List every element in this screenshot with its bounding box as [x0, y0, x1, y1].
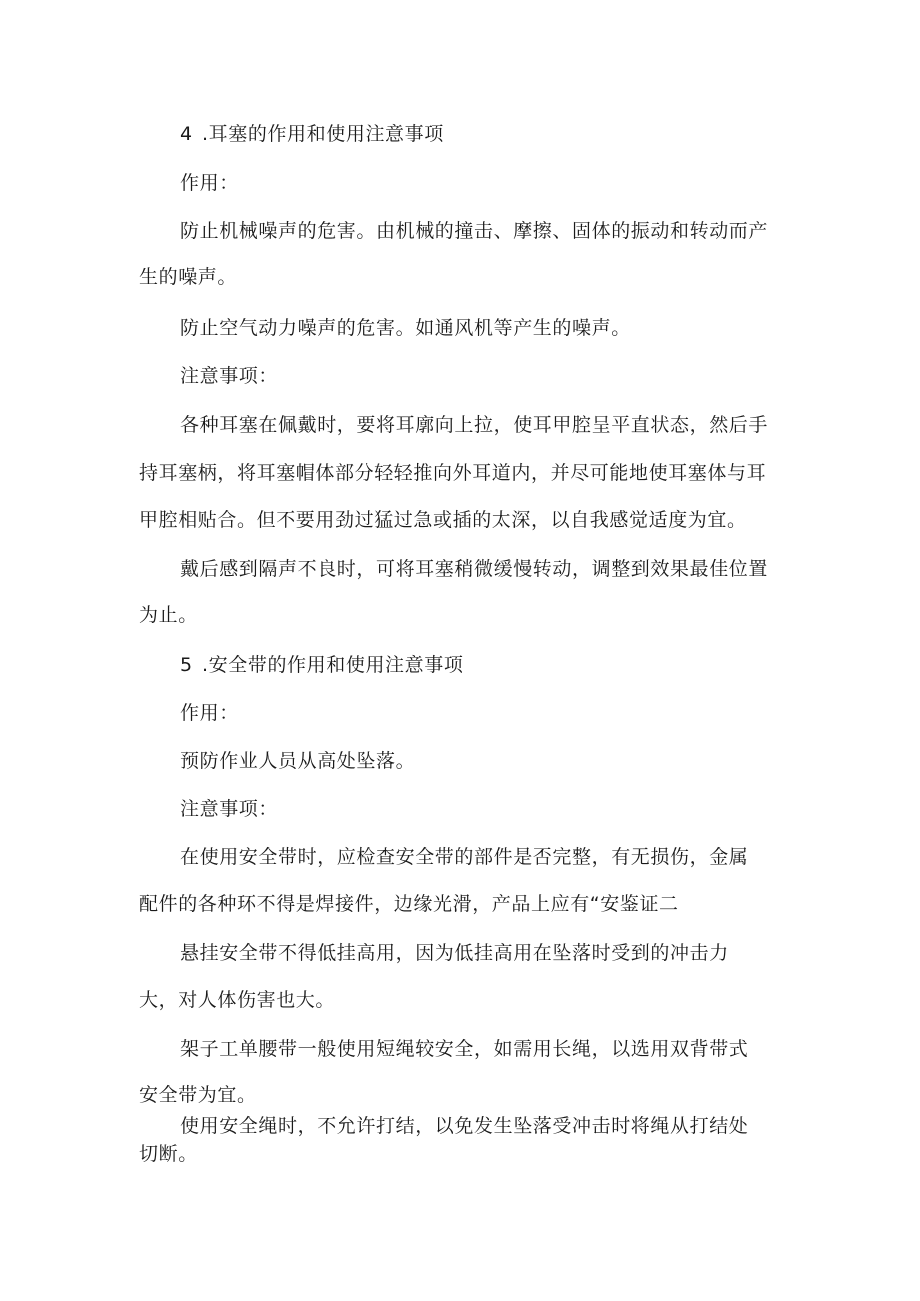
- section-4-title: .耳塞的作用和使用注意事项: [202, 123, 444, 145]
- section-4-heading: [180, 122, 444, 146]
- section-4-function-p2: 防止空气动力噪声的危害。如通风机等产生的噪声。: [180, 317, 631, 339]
- section-4-function-label: 作用：: [180, 172, 239, 194]
- section-4-notes-p1-line3: 甲腔相贴合。但不要用劲过猛过急或插的太深，以自我感觉适度为宜。: [139, 509, 747, 531]
- section-5-notes-p2-line2: 大，对人体伤害也大。: [139, 989, 336, 1011]
- section-4-notes-label: 注意事项：: [180, 365, 279, 387]
- section-4-notes-p2-line2: 为止。: [139, 604, 198, 626]
- section-4-notes-p1-line1: 各种耳塞在佩戴时，要将耳廓向上拉，使耳甲腔呈平直状态，然后手: [180, 414, 769, 436]
- section-5-notes-p2-line1: 悬挂安全带不得低挂高用，因为低挂高用在坠落时受到的冲击力: [180, 942, 729, 964]
- section-5-title: .安全带的作用和使用注意事项: [202, 654, 464, 676]
- section-4-number: 4: [180, 123, 193, 145]
- section-5-heading: [180, 653, 463, 677]
- section-5-notes-p1-line1: 在使用安全带时，应检查安全带的部件是否完整，有无损伤，金属: [180, 846, 749, 868]
- section-5-notes-p4-line2: 切断。: [139, 1143, 198, 1165]
- section-5-notes-p4-line1: 使用安全绳时，不允许打结，以免发生坠落受冲击时将绳从打结处: [180, 1115, 749, 1137]
- section-5-notes-p3-line1: 架子工单腰带一般使用短绳较安全，如需用长绳，以选用双背带式: [180, 1038, 749, 1060]
- section-4-notes-p2-line1: 戴后感到隔声不良时，可将耳塞稍微缓慢转动，调整到效果最佳位置: [180, 558, 769, 580]
- section-5-function-p1: 预防作业人员从高处坠落。: [180, 750, 416, 772]
- section-5-notes-label: 注意事项：: [180, 798, 279, 820]
- section-4-notes-p1-line2: 持耳塞柄，将耳塞帽体部分轻轻推向外耳道内，并尽可能地使耳塞体与耳: [139, 462, 767, 484]
- section-4-function-p1-line1: 防止机械噪声的危害。由机械的撞击、摩擦、固体的振动和转动而产: [180, 220, 769, 242]
- section-5-notes-p3-line2: 安全带为宜。: [139, 1084, 257, 1106]
- section-4-function-p1-line2: 生的噪声。: [139, 266, 238, 288]
- section-5-notes-p1-line2: 配件的各种环不得是焊接件，边缘光滑，产品上应有“安鉴证二: [139, 893, 679, 915]
- section-5-function-label: 作用：: [180, 702, 239, 724]
- section-5-number: 5: [180, 654, 193, 676]
